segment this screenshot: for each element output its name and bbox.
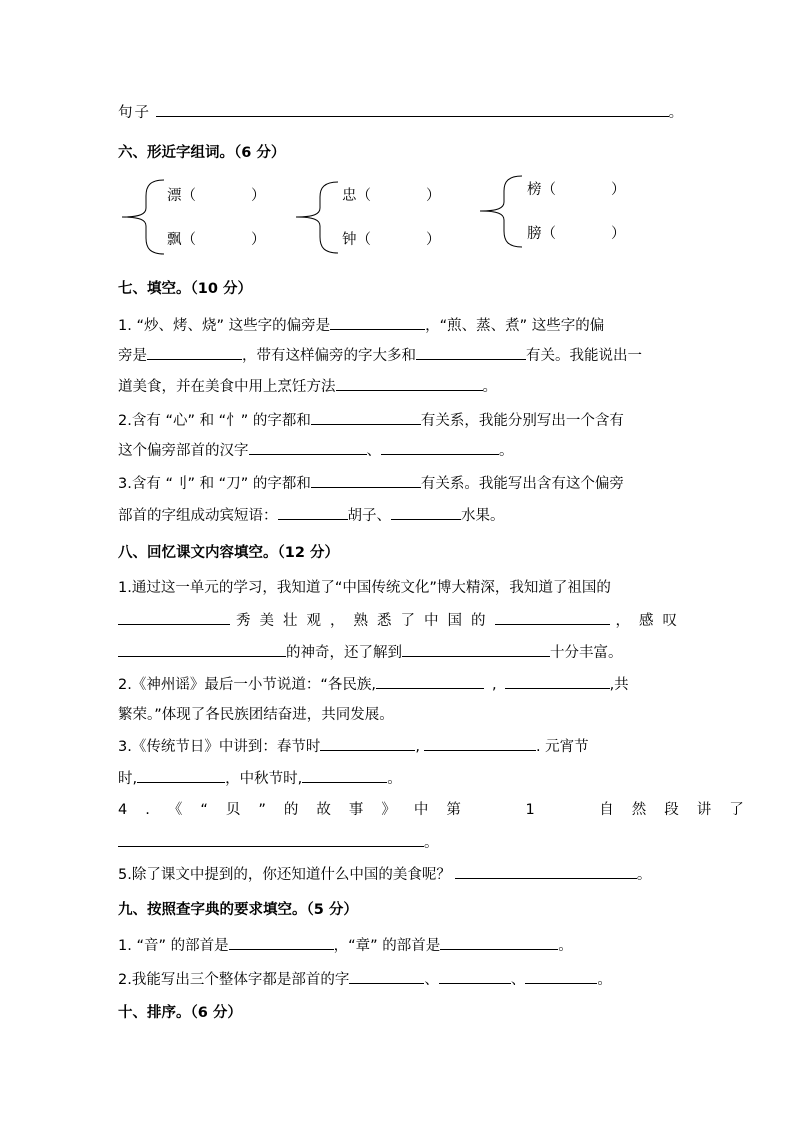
sec8-q3-line2: 时, ，中秋节时, 。 bbox=[118, 768, 402, 789]
blank[interactable] bbox=[376, 674, 484, 689]
blank[interactable] bbox=[391, 505, 461, 520]
sec8-q3-line1: 3.《传统节日》中讲到：春节时 , . 元宵节 bbox=[118, 736, 589, 757]
word-char: 忠 bbox=[342, 188, 357, 204]
blank[interactable] bbox=[440, 935, 558, 950]
blank[interactable] bbox=[505, 674, 610, 689]
blank[interactable] bbox=[416, 345, 526, 360]
sec8-q1-line1: 1.通过这一单元的学习，我知道了“中国传统文化”博大精深，我知道了祖国的 bbox=[118, 580, 611, 596]
blank[interactable] bbox=[525, 969, 597, 984]
sentence-end: 。 bbox=[668, 105, 684, 121]
blank[interactable] bbox=[229, 935, 334, 950]
sec8-q1-line3: 的神奇，还了解到 十分丰富。 bbox=[118, 642, 623, 663]
sentence-row bbox=[118, 102, 683, 123]
blank[interactable] bbox=[302, 768, 387, 783]
group-1-item-2: 飘（ ） bbox=[167, 232, 266, 248]
sec7-q3-line2: 部首的字组成动宾短语： 胡子、 水果。 bbox=[118, 505, 505, 526]
sec7-q3-line1: 3.含有 “刂” 和 “刀” 的字都和 有关系。我能写出含有这个偏旁 bbox=[118, 473, 624, 494]
word-char: 钟 bbox=[342, 232, 357, 248]
brace-group-2 bbox=[294, 180, 339, 256]
blank[interactable] bbox=[118, 642, 286, 657]
blank[interactable] bbox=[439, 969, 511, 984]
blank[interactable] bbox=[336, 376, 483, 391]
sec8-q2-line1: 2.《神州谣》最后一小节说道：“各民族, , ,共 bbox=[118, 674, 629, 695]
blank[interactable] bbox=[381, 440, 499, 455]
word-char: 膀 bbox=[527, 226, 542, 242]
sec8-q5-line1: 5.除了课文中提到的，你还知道什么中国的美食呢？ 。 bbox=[118, 864, 651, 885]
section-9-title: 九、按照查字典的要求填空。（5 分） bbox=[118, 902, 358, 918]
group-3-item-1: 榜（ ） bbox=[527, 182, 626, 198]
word-char: 飘 bbox=[167, 232, 182, 248]
sec9-q2: 2.我能写出三个整体字都是部首的字 、 、 。 bbox=[118, 969, 612, 990]
blank[interactable] bbox=[320, 736, 415, 751]
blank[interactable] bbox=[118, 610, 230, 625]
group-2-item-2: 钟（ ） bbox=[342, 232, 441, 248]
section-10-title: 十、排序。（6 分） bbox=[118, 1005, 242, 1021]
blank[interactable] bbox=[455, 864, 637, 879]
sec7-q1-line3: 道美食，并在美食中用上烹饪方法 。 bbox=[118, 376, 497, 397]
blank[interactable] bbox=[249, 440, 367, 455]
blank[interactable] bbox=[118, 832, 424, 847]
blank[interactable] bbox=[147, 345, 242, 360]
brace-group-1 bbox=[120, 178, 165, 258]
sec8-q4-line1: 4.《“贝”的故事》中第 1 自然段讲了 bbox=[118, 802, 762, 818]
section-8-title: 八、回忆课文内容填空。（12 分） bbox=[118, 545, 339, 561]
blank[interactable] bbox=[311, 473, 421, 488]
sec9-q1: 1. “音” 的部首是 ，“章” 的部首是 。 bbox=[118, 935, 573, 956]
section-6-title: 六、形近字组词。（6 分） bbox=[118, 145, 286, 161]
group-2-item-1: 忠（ ） bbox=[342, 188, 441, 204]
blank[interactable] bbox=[311, 410, 421, 425]
word-char: 漂 bbox=[167, 188, 182, 204]
sentence-blank[interactable] bbox=[156, 102, 669, 117]
blank[interactable] bbox=[330, 315, 425, 330]
word-char: 榜 bbox=[527, 182, 542, 198]
blank[interactable] bbox=[349, 969, 424, 984]
section-7-title: 七、填空。（10 分） bbox=[118, 281, 252, 297]
blank[interactable] bbox=[424, 736, 536, 751]
blank[interactable] bbox=[137, 768, 225, 783]
sec8-q2-line2: 繁荣。”体现了各民族团结奋进，共同发展。 bbox=[118, 707, 394, 723]
sec7-q1-line1: 1. “炒、烤、烧” 这些字的偏旁是 ，“煎、蒸、煮” 这些字的偏 bbox=[118, 315, 604, 336]
sec8-q1-line2: 秀美壮观，熟悉了中国的 ，感叹 bbox=[118, 610, 686, 631]
blank[interactable] bbox=[278, 505, 348, 520]
sec7-q2-line1: 2.含有 “心” 和 “忄” 的字都和 有关系，我能分别写出一个含有 bbox=[118, 410, 624, 431]
sec7-q2-line2: 这个偏旁部首的汉字 、 。 bbox=[118, 440, 514, 461]
sec8-q4-line2: 。 bbox=[118, 832, 439, 853]
brace-group-3 bbox=[478, 174, 523, 250]
blank[interactable] bbox=[402, 642, 550, 657]
blank[interactable] bbox=[495, 610, 610, 625]
sentence-label: 句子 bbox=[118, 105, 151, 121]
sec7-q1-line2: 旁是 ，带有这样偏旁的字大多和 有关。我能说出一 bbox=[118, 345, 642, 366]
group-1-item-1: 漂（ ） bbox=[167, 188, 266, 204]
group-3-item-2: 膀（ ） bbox=[527, 226, 626, 242]
